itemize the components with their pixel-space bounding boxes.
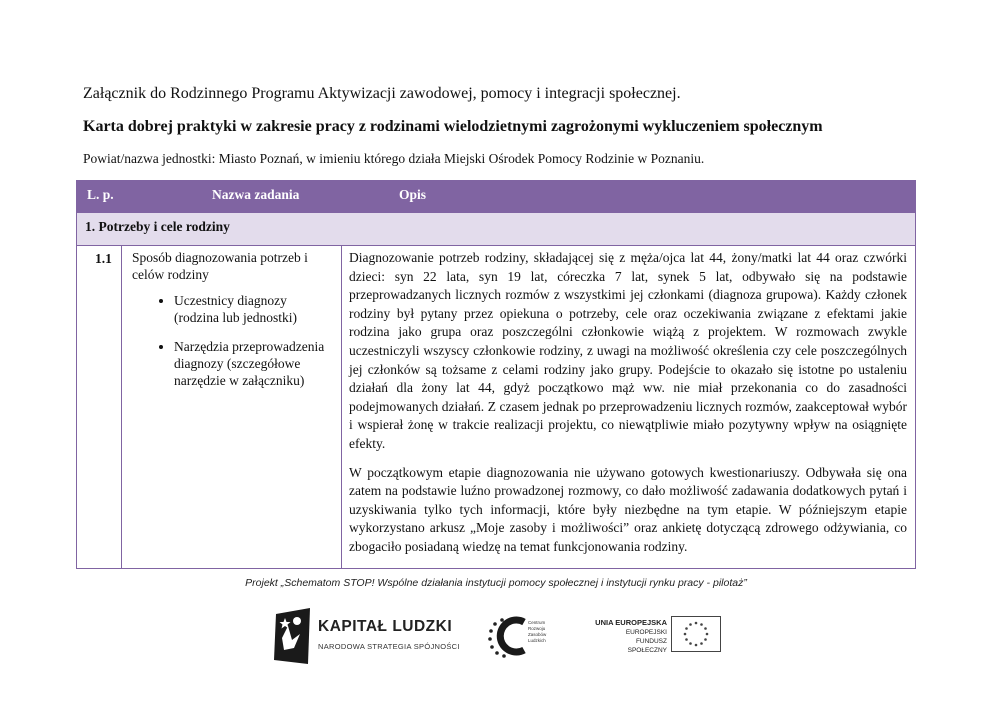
task-cell (132, 249, 327, 401)
row-number: 1.1 (95, 251, 112, 266)
eu-text (595, 618, 667, 655)
column-divider (341, 245, 342, 569)
crzl-text: Ludzkich (528, 638, 546, 643)
eu-flag-icon (671, 616, 721, 652)
header-task-name: Nazwa zadania (212, 187, 300, 202)
crzl-text: Zasobów (528, 632, 547, 637)
eu-title: UNIA EUROPEJSKA (595, 618, 667, 627)
crzl-emblem-icon (478, 612, 558, 660)
project-footer: Projekt „Schematom STOP! Wspólne działania instytucji pomocy społecznej i instytucji rynku pracy - pilotaż” (245, 577, 747, 589)
task-bullets (132, 292, 327, 389)
eu-fund-line: EUROPEJSKI (625, 629, 667, 636)
kapital-ludzki-emblem-icon (270, 608, 314, 664)
crzl-text: Centrum (528, 620, 546, 625)
crzl-logo (478, 612, 558, 660)
header-description: Opis (399, 187, 427, 202)
crzl-text: Rozwoju (528, 626, 546, 631)
description-cell (349, 249, 907, 567)
document-title: Karta dobrej praktyki w zakresie pracy z rodzinami wielodzietnymi zagrożonymi wykluczeniem społecznym (83, 118, 823, 135)
section-title: 1. Potrzeby i cele rodziny (85, 219, 230, 234)
unit-line: Powiat/nazwa jednostki: Miasto Poznań, w imieniu którego działa Miejski Ośrodek Pomocy Rodzinie w Poznaniu. (83, 151, 705, 166)
column-divider (121, 245, 122, 569)
description-paragraph: W początkowym etapie diagnozowania nie używano gotowych kwestionariuszy. Odbywała się ona zatem na podstawie luźno prowadzonej rozmowy, co dało możliwość zadawania dodatkowych pytań i uzyskiwania tylko tych informacji, które były niezbędne na tym etapie. W późniejszym etapie wykorzystano arkusz „Moje zasoby i możliwości” oraz ankietę dotyczącą zdrowego odżywiania, co zbogaciło posiadaną wiedzę na temat funkcjonowania rodziny. (349, 464, 907, 554)
header-lp: L. p. (87, 187, 114, 202)
eu-fund-line: FUNDUSZ SPOŁECZNY (627, 638, 667, 654)
section-row (77, 213, 915, 246)
task-title: Sposób diagnozowania potrzeb i celów rodziny (132, 250, 308, 282)
kapital-ludzki-subtitle: NARODOWA STRATEGIA SPÓJNOŚCI (318, 642, 460, 651)
table-header (77, 181, 915, 213)
list-item: • Narzędzia przeprowadzenia diagnozy (szczegółowe narzędzie w załączniku) (174, 338, 327, 389)
kapital-ludzki-logo (270, 608, 470, 664)
practice-table (76, 180, 916, 569)
list-item: • Uczestnicy diagnozy (rodzina lub jednostki) (174, 292, 327, 326)
eu-logo (595, 612, 725, 660)
attachment-line: Załącznik do Rodzinnego Programu Aktywizacji zawodowej, pomocy i integracji społecznej. (83, 85, 681, 102)
kapital-ludzki-title: KAPITAŁ LUDZKI (318, 618, 453, 635)
description-paragraph: Diagnozowanie potrzeb rodziny, składającej się z męża/ojca lat 44, żony/matki lat 44 oraz czwórki dzieci: syn 22 lata, syn 19 lat, córeczka 7 lat, synek 5 lat, odbywało się na podstawie przeprowadzanych licznych rozmów z wszystkimi jej członkami (diagnoza grupowa). Każdy członek rodziny był pytany przez opiekuna o potrzeby, cele oraz oczekiwania związane z efektami jakie rodzina jako grupa oraz poszczególni członkowie wiążą z projektem. W rozmowach zwykle uczestniczyli wszyscy członkowie rodziny, z uwagi na możliwość określenia czy cele poszczególnych jej członków są tożsame z celami rodziny jako grupy. Podejście to okazało się istotne po ustaleniu działań dla żony lat 44, gdyż początkowo mąż ww. nie miał przekonania co do zasadności podejmowanych działań. Z czasem jednak po przeprowadzeniu licznych rozmów, zaakceptował wybór i wspierał żonę w trakcie realizacji projektu, co niewątpliwie miało pozytywny wpływ na osiągnięte efekty. (349, 250, 907, 451)
